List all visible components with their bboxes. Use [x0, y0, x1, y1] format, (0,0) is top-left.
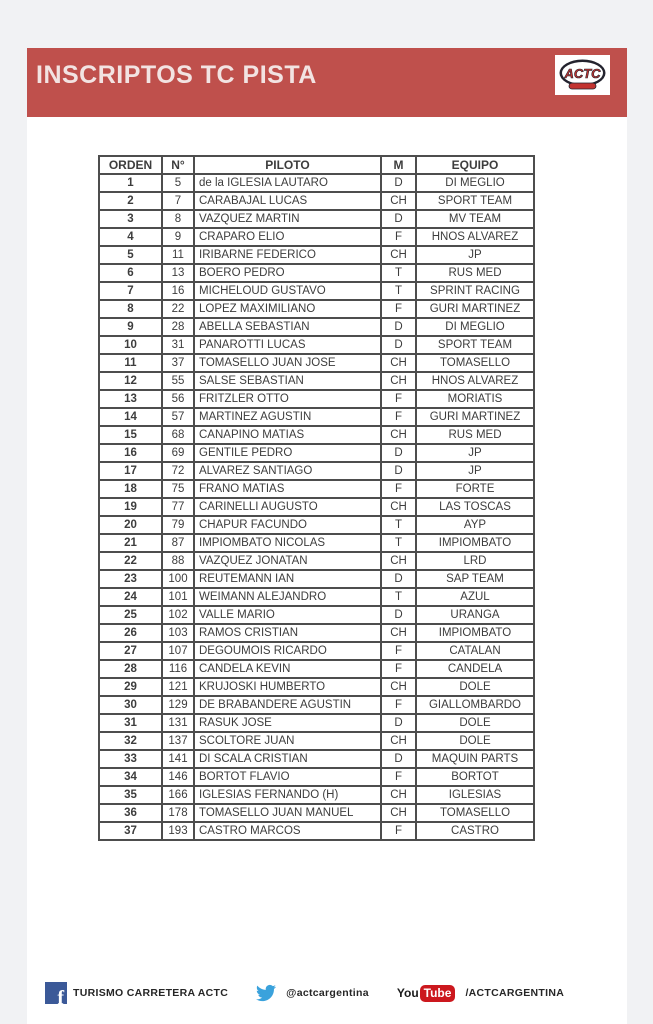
cell-equipo: TOMASELLO — [416, 804, 534, 822]
cell-m: T — [381, 588, 416, 606]
table-row — [99, 480, 534, 498]
table-row — [99, 408, 534, 426]
youtube-you-text: You — [396, 986, 419, 1000]
cell-equipo: GURI MARTINEZ — [416, 300, 534, 318]
svg-text:ACTC: ACTC — [564, 66, 601, 81]
cell-equipo: CATALAN — [416, 642, 534, 660]
cell-orden: 33 — [99, 750, 162, 768]
cell-equipo: URANGA — [416, 606, 534, 624]
cell-orden: 1 — [99, 174, 162, 192]
table-row — [99, 570, 534, 588]
cell-piloto: de la IGLESIA LAUTARO — [194, 174, 381, 192]
cell-piloto: BOERO PEDRO — [194, 264, 381, 282]
cell-orden: 23 — [99, 570, 162, 588]
table-row — [99, 390, 534, 408]
cell-m: F — [381, 660, 416, 678]
cell-orden: 17 — [99, 462, 162, 480]
cell-m: D — [381, 606, 416, 624]
cell-piloto: CANAPINO MATIAS — [194, 426, 381, 444]
cell-equipo: GURI MARTINEZ — [416, 408, 534, 426]
cell-equipo: MORIATIS — [416, 390, 534, 408]
table-row — [99, 516, 534, 534]
cell-orden: 29 — [99, 678, 162, 696]
cell-numero: 193 — [162, 822, 194, 840]
table-row — [99, 372, 534, 390]
cell-numero: 101 — [162, 588, 194, 606]
cell-m: CH — [381, 426, 416, 444]
facebook-icon: f — [45, 982, 67, 1004]
youtube-handle: /ACTCARGENTINA — [465, 987, 565, 999]
cell-m: T — [381, 516, 416, 534]
cell-equipo: DI MEGLIO — [416, 174, 534, 192]
cell-orden: 28 — [99, 660, 162, 678]
cell-numero: 28 — [162, 318, 194, 336]
cell-piloto: PANAROTTI LUCAS — [194, 336, 381, 354]
cell-orden: 14 — [99, 408, 162, 426]
cell-equipo: JP — [416, 246, 534, 264]
cell-m: CH — [381, 354, 416, 372]
cell-m: D — [381, 174, 416, 192]
cell-numero: 7 — [162, 192, 194, 210]
cell-numero: 137 — [162, 732, 194, 750]
cell-orden: 8 — [99, 300, 162, 318]
cell-equipo: FORTE — [416, 480, 534, 498]
cell-m: F — [381, 390, 416, 408]
cell-m: CH — [381, 804, 416, 822]
cell-equipo: SPRINT RACING — [416, 282, 534, 300]
entries-tbody — [99, 174, 534, 840]
cell-piloto: FRITZLER OTTO — [194, 390, 381, 408]
cell-numero: 55 — [162, 372, 194, 390]
cell-equipo: AYP — [416, 516, 534, 534]
table-row — [99, 786, 534, 804]
cell-orden: 15 — [99, 426, 162, 444]
table-row — [99, 822, 534, 840]
cell-piloto: SALSE SEBASTIAN — [194, 372, 381, 390]
cell-equipo: CANDELA — [416, 660, 534, 678]
cell-equipo: CASTRO — [416, 822, 534, 840]
table-row — [99, 804, 534, 822]
cell-m: F — [381, 768, 416, 786]
cell-numero: 102 — [162, 606, 194, 624]
table-row — [99, 732, 534, 750]
cell-numero: 11 — [162, 246, 194, 264]
page-title: INSCRIPTOS TC PISTA — [36, 61, 317, 89]
cell-numero: 88 — [162, 552, 194, 570]
cell-orden: 5 — [99, 246, 162, 264]
cell-orden: 31 — [99, 714, 162, 732]
cell-piloto: WEIMANN ALEJANDRO — [194, 588, 381, 606]
table-row — [99, 282, 534, 300]
cell-orden: 26 — [99, 624, 162, 642]
cell-piloto: REUTEMANN IAN — [194, 570, 381, 588]
cell-equipo: JP — [416, 462, 534, 480]
table-row — [99, 264, 534, 282]
table-row — [99, 588, 534, 606]
cell-orden: 20 — [99, 516, 162, 534]
table-row — [99, 318, 534, 336]
cell-equipo: HNOS ALVAREZ — [416, 372, 534, 390]
cell-equipo: GIALLOMBARDO — [416, 696, 534, 714]
cell-numero: 37 — [162, 354, 194, 372]
cell-m: T — [381, 282, 416, 300]
twitter-handle: @actcargentina — [286, 987, 369, 999]
cell-m: T — [381, 264, 416, 282]
cell-orden: 13 — [99, 390, 162, 408]
cell-orden: 2 — [99, 192, 162, 210]
cell-numero: 72 — [162, 462, 194, 480]
cell-m: T — [381, 534, 416, 552]
cell-piloto: VAZQUEZ MARTIN — [194, 210, 381, 228]
cell-numero: 146 — [162, 768, 194, 786]
cell-piloto: RAMOS CRISTIAN — [194, 624, 381, 642]
cell-m: D — [381, 318, 416, 336]
cell-piloto: GENTILE PEDRO — [194, 444, 381, 462]
table-row — [99, 354, 534, 372]
cell-m: D — [381, 750, 416, 768]
cell-piloto: IGLESIAS FERNANDO (H) — [194, 786, 381, 804]
header-piloto: PILOTO — [194, 156, 381, 174]
cell-equipo: DOLE — [416, 678, 534, 696]
cell-equipo: IMPIOMBATO — [416, 534, 534, 552]
cell-m: D — [381, 444, 416, 462]
table-row — [99, 246, 534, 264]
cell-orden: 3 — [99, 210, 162, 228]
cell-equipo: MAQUIN PARTS — [416, 750, 534, 768]
table-row — [99, 750, 534, 768]
cell-piloto: MARTINEZ AGUSTIN — [194, 408, 381, 426]
cell-equipo: SPORT TEAM — [416, 192, 534, 210]
cell-piloto: ALVAREZ SANTIAGO — [194, 462, 381, 480]
cell-numero: 166 — [162, 786, 194, 804]
cell-m: F — [381, 822, 416, 840]
cell-piloto: VAZQUEZ JONATAN — [194, 552, 381, 570]
cell-piloto: MICHELOUD GUSTAVO — [194, 282, 381, 300]
cell-m: F — [381, 300, 416, 318]
cell-piloto: CASTRO MARCOS — [194, 822, 381, 840]
youtube-icon — [397, 985, 456, 1002]
cell-orden: 25 — [99, 606, 162, 624]
table-row — [99, 624, 534, 642]
cell-piloto: KRUJOSKI HUMBERTO — [194, 678, 381, 696]
cell-numero: 9 — [162, 228, 194, 246]
cell-orden: 12 — [99, 372, 162, 390]
cell-numero: 79 — [162, 516, 194, 534]
cell-m: F — [381, 228, 416, 246]
cell-orden: 6 — [99, 264, 162, 282]
cell-piloto: CARABAJAL LUCAS — [194, 192, 381, 210]
cell-m: CH — [381, 372, 416, 390]
cell-numero: 13 — [162, 264, 194, 282]
cell-orden: 30 — [99, 696, 162, 714]
cell-orden: 27 — [99, 642, 162, 660]
cell-piloto: TOMASELLO JUAN MANUEL — [194, 804, 381, 822]
table-row — [99, 192, 534, 210]
cell-m: CH — [381, 246, 416, 264]
cell-numero: 100 — [162, 570, 194, 588]
cell-piloto: CRAPARO ELIO — [194, 228, 381, 246]
table-row — [99, 300, 534, 318]
cell-numero: 77 — [162, 498, 194, 516]
cell-equipo: BORTOT — [416, 768, 534, 786]
cell-piloto: RASUK JOSE — [194, 714, 381, 732]
cell-equipo: LRD — [416, 552, 534, 570]
table-row — [99, 696, 534, 714]
cell-orden: 24 — [99, 588, 162, 606]
cell-equipo: RUS MED — [416, 264, 534, 282]
social-footer — [27, 982, 627, 1004]
cell-equipo: SPORT TEAM — [416, 336, 534, 354]
cell-equipo: DI MEGLIO — [416, 318, 534, 336]
cell-equipo: SAP TEAM — [416, 570, 534, 588]
cell-piloto: DEGOUMOIS RICARDO — [194, 642, 381, 660]
cell-orden: 34 — [99, 768, 162, 786]
table-row — [99, 660, 534, 678]
cell-m: F — [381, 408, 416, 426]
cell-piloto: TOMASELLO JUAN JOSE — [194, 354, 381, 372]
cell-orden: 10 — [99, 336, 162, 354]
cell-orden: 16 — [99, 444, 162, 462]
cell-orden: 11 — [99, 354, 162, 372]
twitter-icon — [254, 983, 278, 1003]
table-row — [99, 462, 534, 480]
cell-m: D — [381, 714, 416, 732]
cell-numero: 57 — [162, 408, 194, 426]
cell-orden: 4 — [99, 228, 162, 246]
cell-equipo: AZUL — [416, 588, 534, 606]
cell-m: D — [381, 462, 416, 480]
cell-piloto: ABELLA SEBASTIAN — [194, 318, 381, 336]
cell-orden: 18 — [99, 480, 162, 498]
cell-piloto: DI SCALA CRISTIAN — [194, 750, 381, 768]
cell-piloto: BORTOT FLAVIO — [194, 768, 381, 786]
cell-piloto: IRIBARNE FEDERICO — [194, 246, 381, 264]
cell-numero: 22 — [162, 300, 194, 318]
cell-orden: 32 — [99, 732, 162, 750]
cell-piloto: CANDELA KEVIN — [194, 660, 381, 678]
cell-piloto: LOPEZ MAXIMILIANO — [194, 300, 381, 318]
facebook-handle: TURISMO CARRETERA ACTC — [73, 987, 229, 999]
cell-equipo: DOLE — [416, 714, 534, 732]
cell-m: CH — [381, 624, 416, 642]
cell-numero: 103 — [162, 624, 194, 642]
table-row — [99, 426, 534, 444]
cell-numero: 56 — [162, 390, 194, 408]
cell-piloto: DE BRABANDERE AGUSTIN — [194, 696, 381, 714]
cell-orden: 7 — [99, 282, 162, 300]
cell-orden: 22 — [99, 552, 162, 570]
cell-numero: 5 — [162, 174, 194, 192]
cell-piloto: IMPIOMBATO NICOLAS — [194, 534, 381, 552]
actc-logo-icon — [557, 57, 608, 93]
cell-m: D — [381, 210, 416, 228]
entries-table — [98, 155, 535, 841]
header-numero: N° — [162, 156, 194, 174]
cell-m: CH — [381, 786, 416, 804]
actc-logo — [555, 55, 610, 95]
table-row — [99, 606, 534, 624]
cell-numero: 69 — [162, 444, 194, 462]
cell-numero: 131 — [162, 714, 194, 732]
table-row — [99, 210, 534, 228]
cell-numero: 107 — [162, 642, 194, 660]
header-m: M — [381, 156, 416, 174]
cell-m: CH — [381, 552, 416, 570]
cell-m: CH — [381, 678, 416, 696]
cell-orden: 9 — [99, 318, 162, 336]
cell-m: CH — [381, 732, 416, 750]
header-equipo: EQUIPO — [416, 156, 534, 174]
cell-piloto: SCOLTORE JUAN — [194, 732, 381, 750]
cell-equipo: MV TEAM — [416, 210, 534, 228]
table-row — [99, 534, 534, 552]
cell-orden: 19 — [99, 498, 162, 516]
table-row — [99, 714, 534, 732]
cell-equipo: HNOS ALVAREZ — [416, 228, 534, 246]
cell-orden: 21 — [99, 534, 162, 552]
title-banner — [27, 48, 627, 117]
cell-m: D — [381, 336, 416, 354]
cell-equipo: RUS MED — [416, 426, 534, 444]
table-row — [99, 336, 534, 354]
table-row — [99, 768, 534, 786]
header-orden: ORDEN — [99, 156, 162, 174]
table-row — [99, 174, 534, 192]
cell-numero: 121 — [162, 678, 194, 696]
table-row — [99, 444, 534, 462]
cell-m: F — [381, 480, 416, 498]
table-row — [99, 228, 534, 246]
document-page — [27, 48, 627, 1024]
cell-numero: 31 — [162, 336, 194, 354]
cell-numero: 178 — [162, 804, 194, 822]
cell-piloto: CHAPUR FACUNDO — [194, 516, 381, 534]
cell-orden: 35 — [99, 786, 162, 804]
cell-numero: 116 — [162, 660, 194, 678]
cell-piloto: FRANO MATIAS — [194, 480, 381, 498]
cell-m: D — [381, 570, 416, 588]
cell-numero: 68 — [162, 426, 194, 444]
cell-equipo: JP — [416, 444, 534, 462]
cell-orden: 37 — [99, 822, 162, 840]
table-row — [99, 678, 534, 696]
table-header-row — [99, 156, 534, 174]
cell-equipo: DOLE — [416, 732, 534, 750]
cell-numero: 141 — [162, 750, 194, 768]
cell-m: F — [381, 642, 416, 660]
cell-m: F — [381, 696, 416, 714]
cell-piloto: CARINELLI AUGUSTO — [194, 498, 381, 516]
cell-numero: 75 — [162, 480, 194, 498]
cell-numero: 87 — [162, 534, 194, 552]
cell-numero: 16 — [162, 282, 194, 300]
table-row — [99, 642, 534, 660]
table-row — [99, 552, 534, 570]
cell-numero: 129 — [162, 696, 194, 714]
table-row — [99, 498, 534, 516]
cell-m: CH — [381, 192, 416, 210]
cell-m: CH — [381, 498, 416, 516]
cell-orden: 36 — [99, 804, 162, 822]
cell-numero: 8 — [162, 210, 194, 228]
cell-equipo: LAS TOSCAS — [416, 498, 534, 516]
cell-equipo: TOMASELLO — [416, 354, 534, 372]
youtube-tube-text: Tube — [420, 985, 456, 1002]
cell-equipo: IMPIOMBATO — [416, 624, 534, 642]
cell-piloto: VALLE MARIO — [194, 606, 381, 624]
cell-equipo: IGLESIAS — [416, 786, 534, 804]
